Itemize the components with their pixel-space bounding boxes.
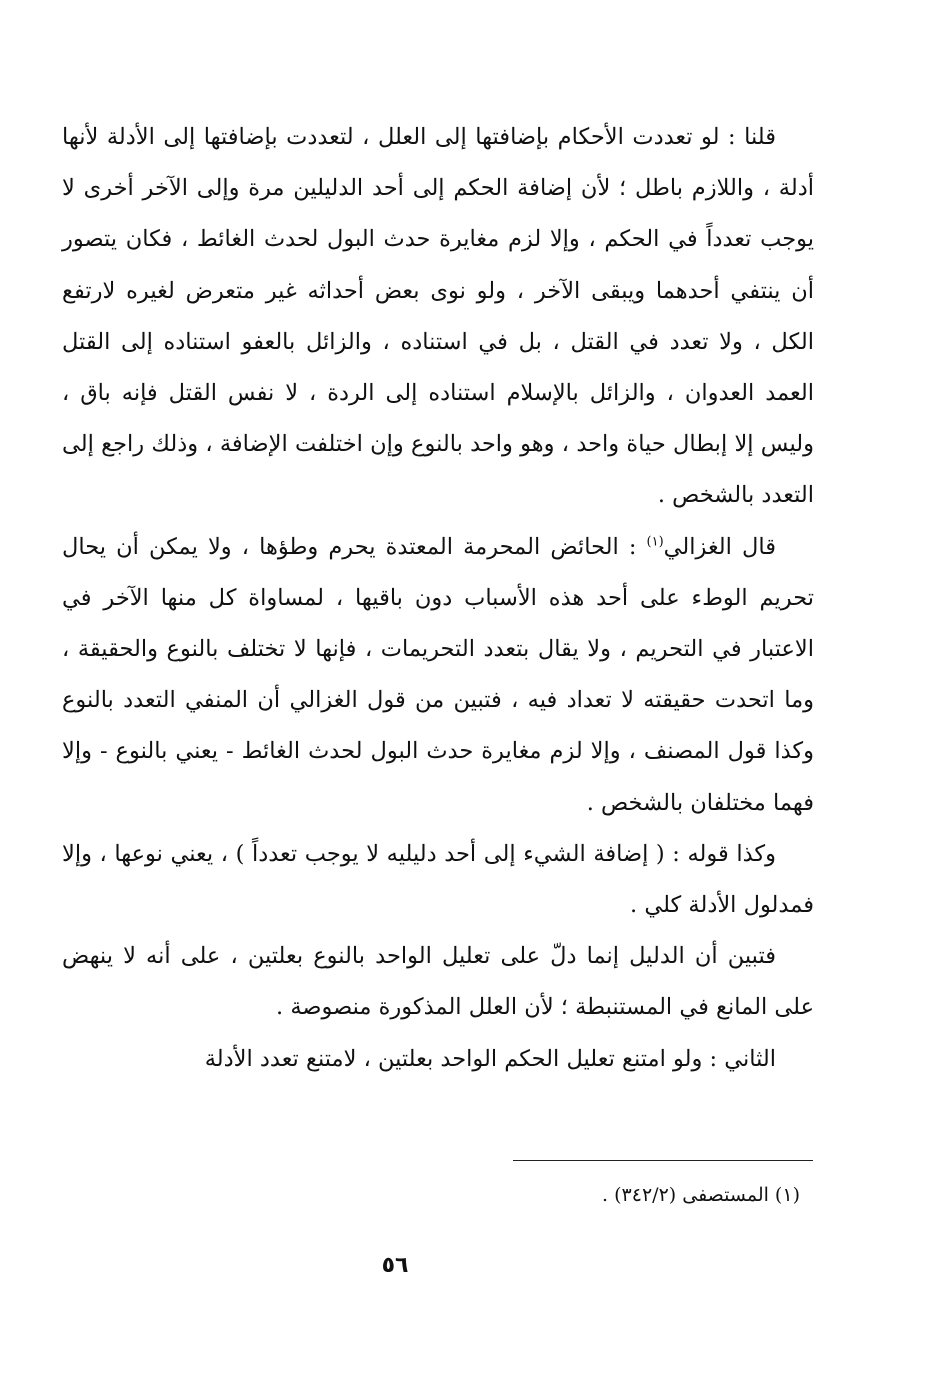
footnote-text: (١) المستصفى (٣٤٢/٢) . (602, 1184, 800, 1206)
main-text (62, 112, 814, 1085)
paragraph-5 (62, 1034, 814, 1085)
paragraph-3-text: وكذا قوله : ( إضافة الشيء إلى أحد دليليه لا يوجب تعدداً ) ، يعني نوعها ، وإلا فمدلول الأدلة كلي . (62, 840, 814, 919)
paragraph-5-text: الثاني : ولو امتنع تعليل الحكم الواحد بعلتين ، لامتنع تعدد الأدلة (204, 1045, 776, 1072)
paragraph-2 (62, 522, 814, 829)
paragraph-4-text: فتبين أن الدليل إنما دلّ على تعليل الواحد بالنوع بعلتين ، على أنه لا ينهض على المانع في المستنبطة ؛ لأن العلل المذكورة منصوصة . (62, 943, 814, 1021)
footnote (400, 1180, 800, 1210)
paragraph-3 (62, 829, 814, 931)
paragraph-1-text: قلنا : لو تعددت الأحكام بإضافتها إلى العلل ، لتعددت بإضافتها إلى الأدلة لأنها أدلة ، واللازم باطل ؛ لأن إضافة الحكم إلى أحد الدليلين مرة وإلى الآخر أخرى لا يوجب تعدداً في الحكم ، وإلا لزم مغايرة حدث البول لحدث الغائط ، فكان يتصور أن ينتفي أحدهما ويبقى الآخر ، ولو نوى بعض أحداثه غير متعرض لغيره لارتفع الكل ، ولا تعدد في القتل ، بل في استناده ، والزائل بالعفو استناده إلى القتل العمد العدوان ، والزائل بالإسلام استناده إلى الردة ، لا نفس القتل فإنه باق ، وليس إلا إبطال حياة واحد ، وهو واحد بالنوع وإن اختلفت الإضافة ، وذلك راجع إلى التعدد بالشخص . (62, 124, 814, 509)
footnote-reference: (١) (646, 534, 664, 550)
paragraph-2-text-end: : الحائض المحرمة المعتدة يحرم وطؤها ، ولا يمكن أن يحال تحريم الوطء على أحد هذه الأسباب دون باقيها ، لمساواة كل منها الآخر في الاعتبار في التحريم ، ولا يقال بتعدد التحريمات ، فإنها لا تختلف بالنوع والحقيقة ، وما اتحدت حقيقته لا تعداد فيه ، فتبين من قول الغزالي أن المنفي التعدد بالنوع وكذا قول المصنف ، وإلا لزم مغايرة حدث البول لحدث الغائط - يعني بالنوع - وإلا فهما مختلفان بالشخص . (62, 533, 814, 816)
paragraph-1 (62, 112, 814, 522)
footnote-separator (513, 1160, 813, 1161)
paragraph-4 (62, 931, 814, 1033)
paragraph-2-text-start: قال الغزالي (663, 533, 776, 560)
page-number: ٥٦ (381, 1253, 409, 1278)
